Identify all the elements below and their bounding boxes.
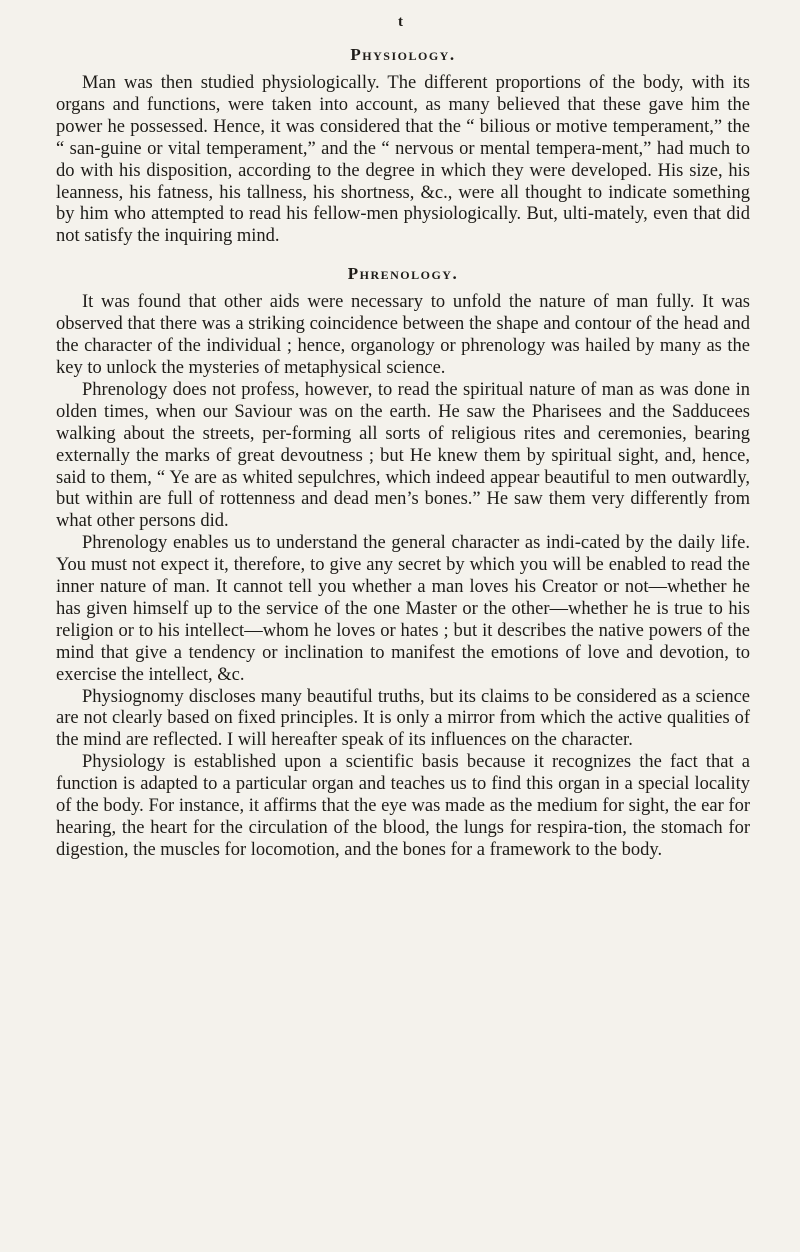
paragraph-phrenology-3: Phrenology enables us to understand the general character as indi-cated by the daily life. You must not expect it, therefore, to give any secret by which you will be enabled to read the inner nature of man. It cannot tell you whether a man loves his Creator or not—whether he has given himself up to the service of the one Master or the other—whether he is true to his religion or to his intellect—whom he loves or hates ; but it describes the native powers of the mind that give a tendency or inclination to manifest the emotions of love and devotion, to exercise the intellect, &c. bbox=[56, 533, 750, 685]
page-marker: t bbox=[398, 14, 403, 30]
paragraph-physiology: Man was then studied physiologically. The different proportions of the body, with its organs and functions, were taken into account, as many believed that these gave him the power he possessed. Hence, it was considered that the “ bilious or motive temperament,” the “ san-guine or vital temperament,” and the “ nervous or mental tempera-ment,” had much to do with his disposition, according to the degree in which they were developed. His size, his leanness, his fatness, his tallness, his shortness, &c., were all thought to indicate something by him who attempted to read his fellow-men physiologically. But, ulti-mately, even that did not satisfy the inquiring mind. bbox=[56, 73, 750, 247]
paragraph-physiology-basis: Physiology is established upon a scientific basis because it recognizes the fact that a function is adapted to a particular organ and teaches us to find this organ in a special locality of the body. For instance, it affirms that the eye was made as the medium for sight, the ear for hearing, the heart for the circulation of the blood, the lungs for respira-tion, the stomach for digestion, the muscles for locomotion, and the bones for a framework to the body. bbox=[56, 752, 750, 860]
section-heading-phrenology: Phrenology. bbox=[347, 264, 459, 284]
paragraph-phrenology-1: It was found that other aids were necessary to unfold the nature of man fully. It was observed that there was a striking coincidence between the shape and contour of the head and the character of the individual ; hence, organology or phrenology was hailed by many as the key to unlock the mysteries of metaphysical science. bbox=[56, 292, 750, 378]
section-heading-physiology: Physiology. bbox=[350, 45, 456, 64]
paragraph-physiognomy: Physiognomy discloses many beautiful truths, but its claims to be considered as a science are not clearly based on fixed principles. It is only a mirror from which the active qualities of the mind are reflected. I will hereafter speak of its influences on the character. bbox=[56, 686, 750, 751]
paragraph-phrenology-2: Phrenology does not profess, however, to read the spiritual nature of man as was done in olden times, when our Saviour was on the earth. He saw the Pharisees and the Sadducees walking about the streets, per-forming all sorts of religious rites and ceremonies, bearing externally the marks of great devoutness ; but He knew them by spiritual sight, and, hence, said to them, “ Ye are as whited sepulchres, which indeed appear beautiful to men outwardly, but within are full of rottenness and dead men’s bones.” He saw them very differently from what other persons did. bbox=[56, 379, 750, 532]
